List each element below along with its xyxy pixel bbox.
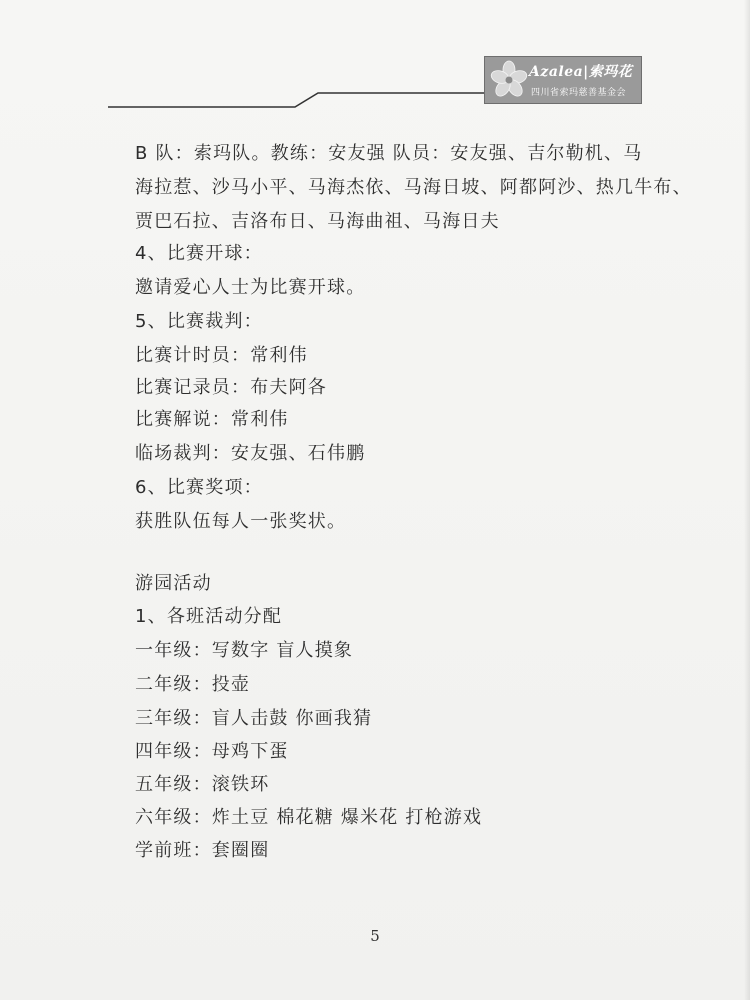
section-referee-heading: 5、比赛裁判：: [135, 311, 263, 332]
recorder-line: 比赛记录员：布夫阿各: [135, 377, 327, 398]
class-activities-heading: 1、各班活动分配: [135, 606, 283, 627]
logo-title: Azalea|索玛花: [529, 64, 633, 80]
grade-2-activity: 二年级：投壶: [135, 674, 251, 695]
team-b-line-3: 贾巴石拉、吉洛布日、马海曲祖、马海日夫: [135, 211, 500, 232]
scan-edge-shadow: [744, 0, 750, 1000]
logo-subtitle: 四川省索玛慈善基金会: [531, 88, 627, 98]
commentator-line: 比赛解说：常利伟: [135, 409, 289, 430]
section-awards-heading: 6、比赛奖项：: [135, 477, 263, 498]
timekeeper-line: 比赛计时员：常利伟: [135, 345, 308, 366]
page-number: 5: [370, 927, 380, 945]
team-b-line-2: 海拉惹、沙马小平、马海杰依、马海日坡、阿都阿沙、热几牛布、: [135, 177, 692, 198]
preschool-activity: 学前班：套圈圈: [135, 840, 270, 861]
foundation-logo: [484, 56, 642, 104]
grade-6-activity: 六年级：炸土豆 棉花糖 爆米花 打枪游戏: [135, 807, 483, 828]
garden-activities-heading: 游园活动: [135, 573, 212, 594]
team-b-line-1: B 队：索玛队。教练：安友强 队员：安友强、吉尔勒机、马: [135, 143, 643, 164]
field-referee-line: 临场裁判：安友强、石伟鹏: [135, 443, 366, 464]
azalea-flower-icon: [489, 59, 529, 99]
awards-text: 获胜队伍每人一张奖状。: [135, 511, 347, 532]
section-kickoff-heading: 4、比赛开球：: [135, 243, 263, 264]
grade-5-activity: 五年级：滚铁环: [135, 774, 270, 795]
grade-4-activity: 四年级：母鸡下蛋: [135, 741, 289, 762]
kickoff-text: 邀请爱心人士为比赛开球。: [135, 277, 366, 298]
grade-1-activity: 一年级：写数字 盲人摸象: [135, 640, 354, 661]
grade-3-activity: 三年级：盲人击鼓 你画我猜: [135, 708, 373, 729]
